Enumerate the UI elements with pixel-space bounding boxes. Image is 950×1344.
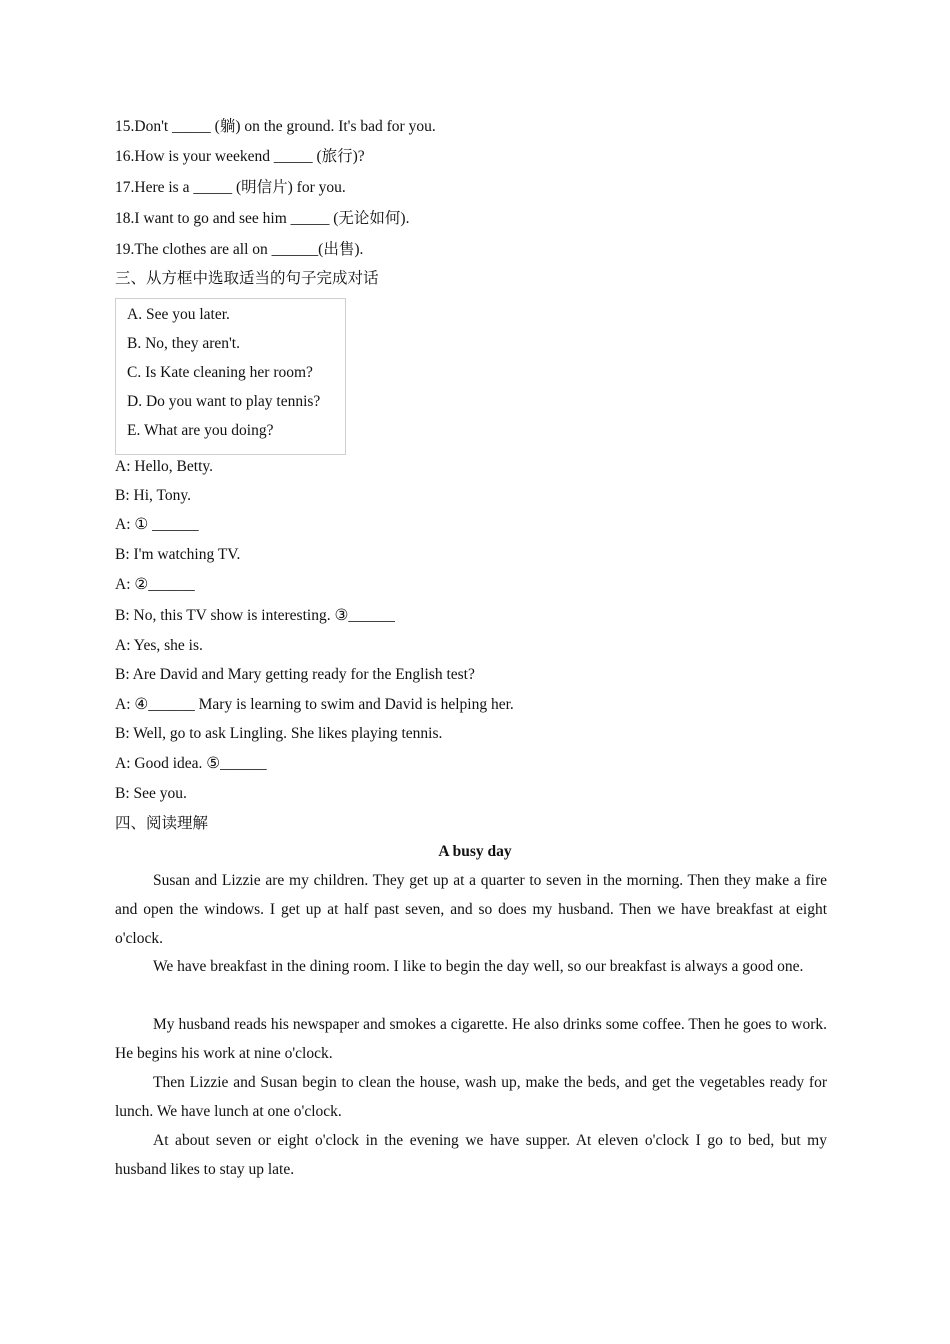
passage-paragraph: Then Lizzie and Susan begin to clean the house, wash up, make the beds, and get the vegetables ready for lunch. We have lunch at one o'clock. (115, 1074, 827, 1120)
dialogue-line: A: ④______ Mary is learning to swim and David is helping her. (115, 696, 514, 713)
dialogue-line: A: Hello, Betty. (115, 458, 214, 475)
dialogue-line: B: I'm watching TV. (115, 546, 241, 563)
dialogue-line: B: Well, go to ask Lingling. She likes playing tennis. (115, 725, 443, 742)
dialogue-line: B: Are David and Mary getting ready for the English test? (115, 666, 475, 683)
passage-paragraph: At about seven or eight o'clock in the evening we have supper. At eleven o'clock I go to bed, but my husband likes to stay up late. (115, 1132, 827, 1178)
exercise-19: 19.The clothes are all on ______(出售). (115, 241, 364, 258)
option-c: C. Is Kate cleaning her room? (127, 364, 313, 381)
exercise-15: 15.Don't _____ (躺) on the ground. It's bad for you. (115, 118, 436, 135)
option-b: B. No, they aren't. (127, 335, 240, 352)
options-box (115, 298, 346, 455)
passage-paragraph: We have breakfast in the dining room. I like to begin the day well, so our breakfast is always a good one. (153, 958, 804, 975)
section3-heading: 三、从方框中选取适当的句子完成对话 (115, 270, 379, 287)
dialogue-line: A: ②______ (115, 576, 195, 593)
exercise-16: 16.How is your weekend _____ (旅行)? (115, 148, 365, 165)
passage-paragraph: My husband reads his newspaper and smokes a cigarette. He also drinks some coffee. Then he goes to work. He begins his work at nine o'clock. (115, 1016, 827, 1062)
option-e: E. What are you doing? (127, 422, 274, 439)
dialogue-line: B: See you. (115, 785, 187, 802)
option-a: A. See you later. (127, 306, 230, 323)
dialogue-line: B: No, this TV show is interesting. ③______ (115, 607, 395, 624)
section4-heading: 四、阅读理解 (115, 815, 209, 832)
dialogue-line: B: Hi, Tony. (115, 487, 191, 504)
passage-paragraph: Susan and Lizzie are my children. They get up at a quarter to seven in the morning. Then they make a fire and open the windows. I get up at half past seven, and so does my husband. Then we have breakfast at eight o'clock. (115, 872, 827, 947)
passage-title: A busy day (438, 843, 512, 860)
option-d: D. Do you want to play tennis? (127, 393, 321, 410)
dialogue-line: A: ① ______ (115, 516, 199, 533)
exercise-18: 18.I want to go and see him _____ (无论如何). (115, 210, 410, 227)
exercise-17: 17.Here is a _____ (明信片) for you. (115, 179, 346, 196)
dialogue-line: A: Good idea. ⑤______ (115, 755, 267, 772)
dialogue-line: A: Yes, she is. (115, 637, 203, 654)
